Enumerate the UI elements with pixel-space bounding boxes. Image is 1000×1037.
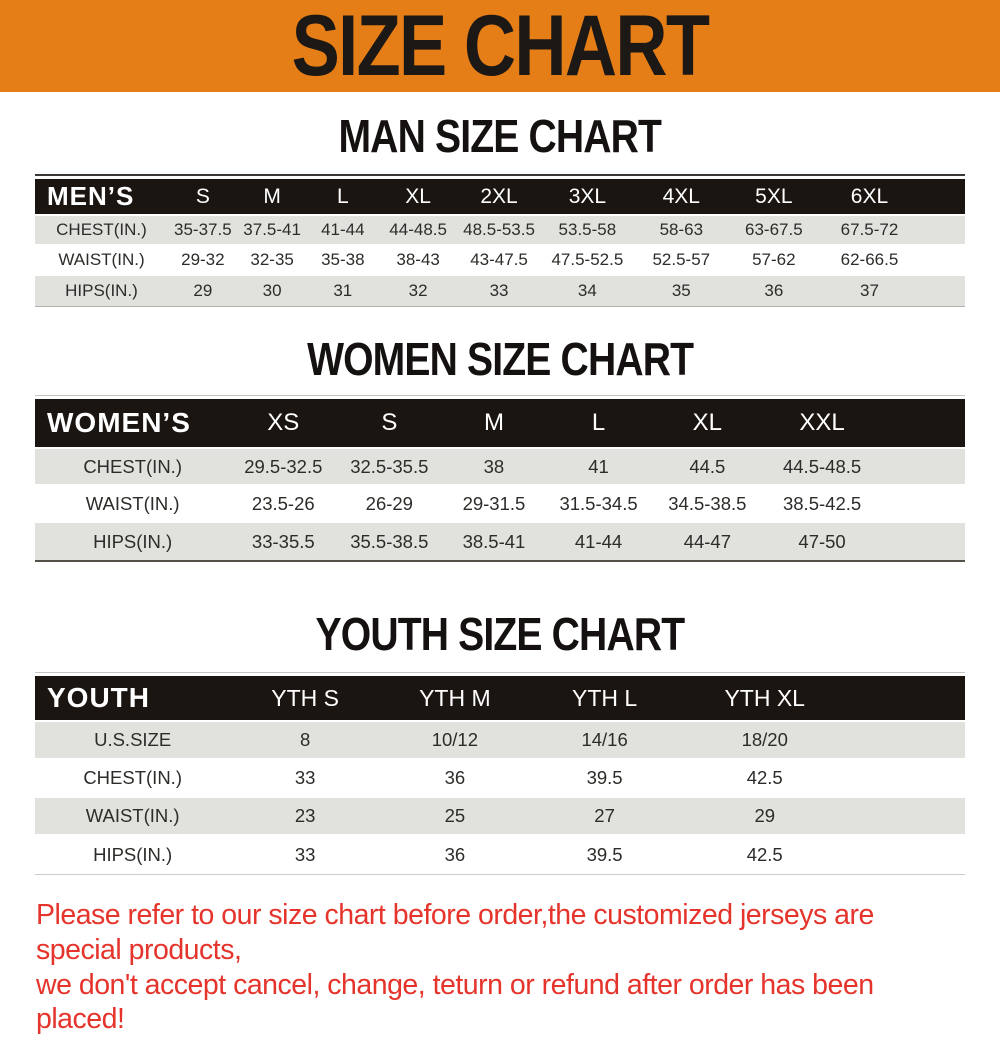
size-value-cell: 35 (634, 276, 729, 306)
size-value-cell: 30 (238, 276, 307, 306)
youth-size-table (35, 676, 965, 874)
disclaimer-line-2: we don't accept cancel, change, teturn or refund after order has been placed! (36, 968, 874, 1036)
size-column-header: XS (230, 399, 336, 449)
size-value-cell: 33 (230, 760, 380, 798)
size-value-cell: 35-37.5 (168, 216, 238, 246)
size-value-cell: 29-32 (168, 246, 238, 276)
women-section-heading (0, 333, 1000, 385)
size-column-header: YTH XL (679, 676, 965, 722)
size-chart-banner (0, 0, 1000, 95)
size-value-cell: 8 (230, 722, 380, 760)
size-value-cell: 42.5 (679, 760, 965, 798)
size-column-header: 2XL (457, 179, 541, 216)
size-value-cell: 44-48.5 (379, 216, 457, 246)
size-value-cell: 52.5-57 (634, 246, 729, 276)
size-value-cell: 34.5-38.5 (652, 486, 764, 523)
size-column-header: M (238, 179, 307, 216)
size-value-cell: 43-47.5 (457, 246, 541, 276)
row-label-cell: U.S.SIZE (35, 722, 230, 760)
table-title-cell: MEN’S (35, 179, 168, 216)
disclaimer-note (0, 898, 1000, 1037)
table-header-row (35, 399, 965, 449)
size-value-cell: 10/12 (380, 722, 530, 760)
table-row (35, 760, 965, 798)
size-value-cell: 47-50 (763, 523, 965, 560)
size-value-cell: 29.5-32.5 (230, 449, 336, 486)
size-value-cell: 39.5 (586, 844, 623, 865)
size-value-cell: 23.5-26 (230, 486, 336, 523)
size-value-cell: 48.5-53.5 (457, 216, 541, 246)
size-value-cell: 44.5-48.5 (763, 449, 965, 486)
size-value-cell: 38.5-42.5 (763, 486, 965, 523)
table-row (35, 722, 965, 760)
page-title: SIZE CHART (291, 0, 709, 95)
size-column-header: XL (379, 179, 457, 216)
size-value-cell: 14/16 (530, 722, 680, 760)
size-value-cell: 67.5-72 (819, 216, 965, 246)
size-value-cell: 42.5 (746, 844, 783, 865)
size-value-cell: 38-43 (379, 246, 457, 276)
table-row (35, 798, 965, 836)
size-column-header: YTH L (530, 676, 680, 722)
size-value-cell: 41-44 (307, 216, 380, 246)
women-section-title: WOMEN SIZE CHART (306, 333, 694, 385)
men-size-table (35, 179, 965, 306)
size-column-header: 6XL (819, 179, 965, 216)
size-value-cell: 36 (380, 760, 530, 798)
table-header-row (35, 676, 965, 722)
size-value-cell: 35.5-38.5 (336, 523, 442, 560)
size-value-cell: 36 (729, 276, 819, 306)
men-section-heading (0, 110, 1000, 162)
size-value-cell: 27 (530, 798, 680, 836)
youth-section-title: YOUTH SIZE CHART (315, 608, 685, 660)
row-label-cell: WAIST(IN.) (35, 486, 230, 523)
men-section-title: MAN SIZE CHART (338, 110, 662, 162)
women-size-table (35, 399, 965, 560)
size-value-cell: 34 (541, 276, 634, 306)
size-value-cell: 32 (379, 276, 457, 306)
row-label-cell: WAIST(IN.) (35, 798, 230, 836)
table-row (35, 216, 965, 246)
size-column-header: 3XL (541, 179, 634, 216)
size-value-cell: 35-38 (307, 246, 380, 276)
size-value-cell: 47.5-52.5 (541, 246, 634, 276)
table-row (35, 449, 965, 486)
row-label-cell: CHEST(IN.) (35, 449, 230, 486)
row-label-cell: CHEST(IN.) (35, 760, 230, 798)
size-value-cell: 25 (380, 798, 530, 836)
row-label-cell: HIPS(IN.) (35, 523, 230, 560)
table-row (35, 523, 965, 560)
size-value-cell: 38 (442, 449, 545, 486)
youth-size-table-wrap (35, 672, 965, 875)
size-value-cell: 39.5 (530, 760, 680, 798)
size-value-cell: 37.5-41 (238, 216, 307, 246)
size-column-header: L (546, 399, 652, 449)
size-value-cell: 63-67.5 (729, 216, 819, 246)
row-label-cell: WAIST(IN.) (35, 246, 168, 276)
size-value-cell: 32-35 (238, 246, 307, 276)
size-value-cell: 33 (294, 844, 316, 865)
size-value-cell: 41-44 (546, 523, 652, 560)
table-title-cell: WOMEN’S (35, 399, 230, 449)
size-value-cell: 38.5-41 (442, 523, 545, 560)
size-column-header: S (168, 179, 238, 216)
row-label-cell: CHEST(IN.) (35, 216, 168, 246)
size-value-cell: 31.5-34.5 (546, 486, 652, 523)
size-value-cell: 32.5-35.5 (336, 449, 442, 486)
size-value-cell: 23 (230, 798, 380, 836)
disclaimer-line-1: Please refer to our size chart before order,the customized jerseys are special products, (36, 899, 874, 966)
table-row (35, 276, 965, 306)
size-value-cell: 33-35.5 (230, 523, 336, 560)
size-value-cell: 37 (819, 276, 965, 306)
row-label-cell: HIPS(IN.) (35, 276, 168, 306)
size-value-cell: 29 (679, 798, 965, 836)
youth-section-heading (0, 608, 1000, 660)
size-column-header: 4XL (634, 179, 729, 216)
size-column-header: XL (652, 399, 764, 449)
table-row (35, 486, 965, 523)
size-value-cell: 29 (168, 276, 238, 306)
size-value-cell: 44.5 (652, 449, 764, 486)
size-value-cell: 57-62 (729, 246, 819, 276)
size-value-cell: 58-63 (634, 216, 729, 246)
size-value-cell: 29-31.5 (442, 486, 545, 523)
size-value-cell: 31 (307, 276, 380, 306)
table-row (35, 836, 965, 874)
size-value-cell: 62-66.5 (819, 246, 965, 276)
table-title-cell: YOUTH (35, 676, 230, 722)
size-column-header: YTH S (230, 676, 380, 722)
size-value-cell: 44-47 (652, 523, 764, 560)
women-size-table-wrap (35, 395, 965, 562)
table-row (35, 246, 965, 276)
size-value-cell: 26-29 (336, 486, 442, 523)
row-label-cell: HIPS(IN.) (93, 844, 173, 865)
table-header-row (35, 179, 965, 216)
size-column-header: L (307, 179, 380, 216)
size-column-header: 5XL (729, 179, 819, 216)
size-column-header: M (442, 399, 545, 449)
size-column-header: S (336, 399, 442, 449)
size-value-cell: 53.5-58 (541, 216, 634, 246)
men-size-table-wrap (35, 174, 965, 307)
size-value-cell: 18/20 (679, 722, 965, 760)
size-value-cell: 36 (444, 844, 466, 865)
size-value-cell: 33 (457, 276, 541, 306)
size-column-header: XXL (763, 399, 965, 449)
size-value-cell: 41 (546, 449, 652, 486)
size-column-header: YTH M (380, 676, 530, 722)
